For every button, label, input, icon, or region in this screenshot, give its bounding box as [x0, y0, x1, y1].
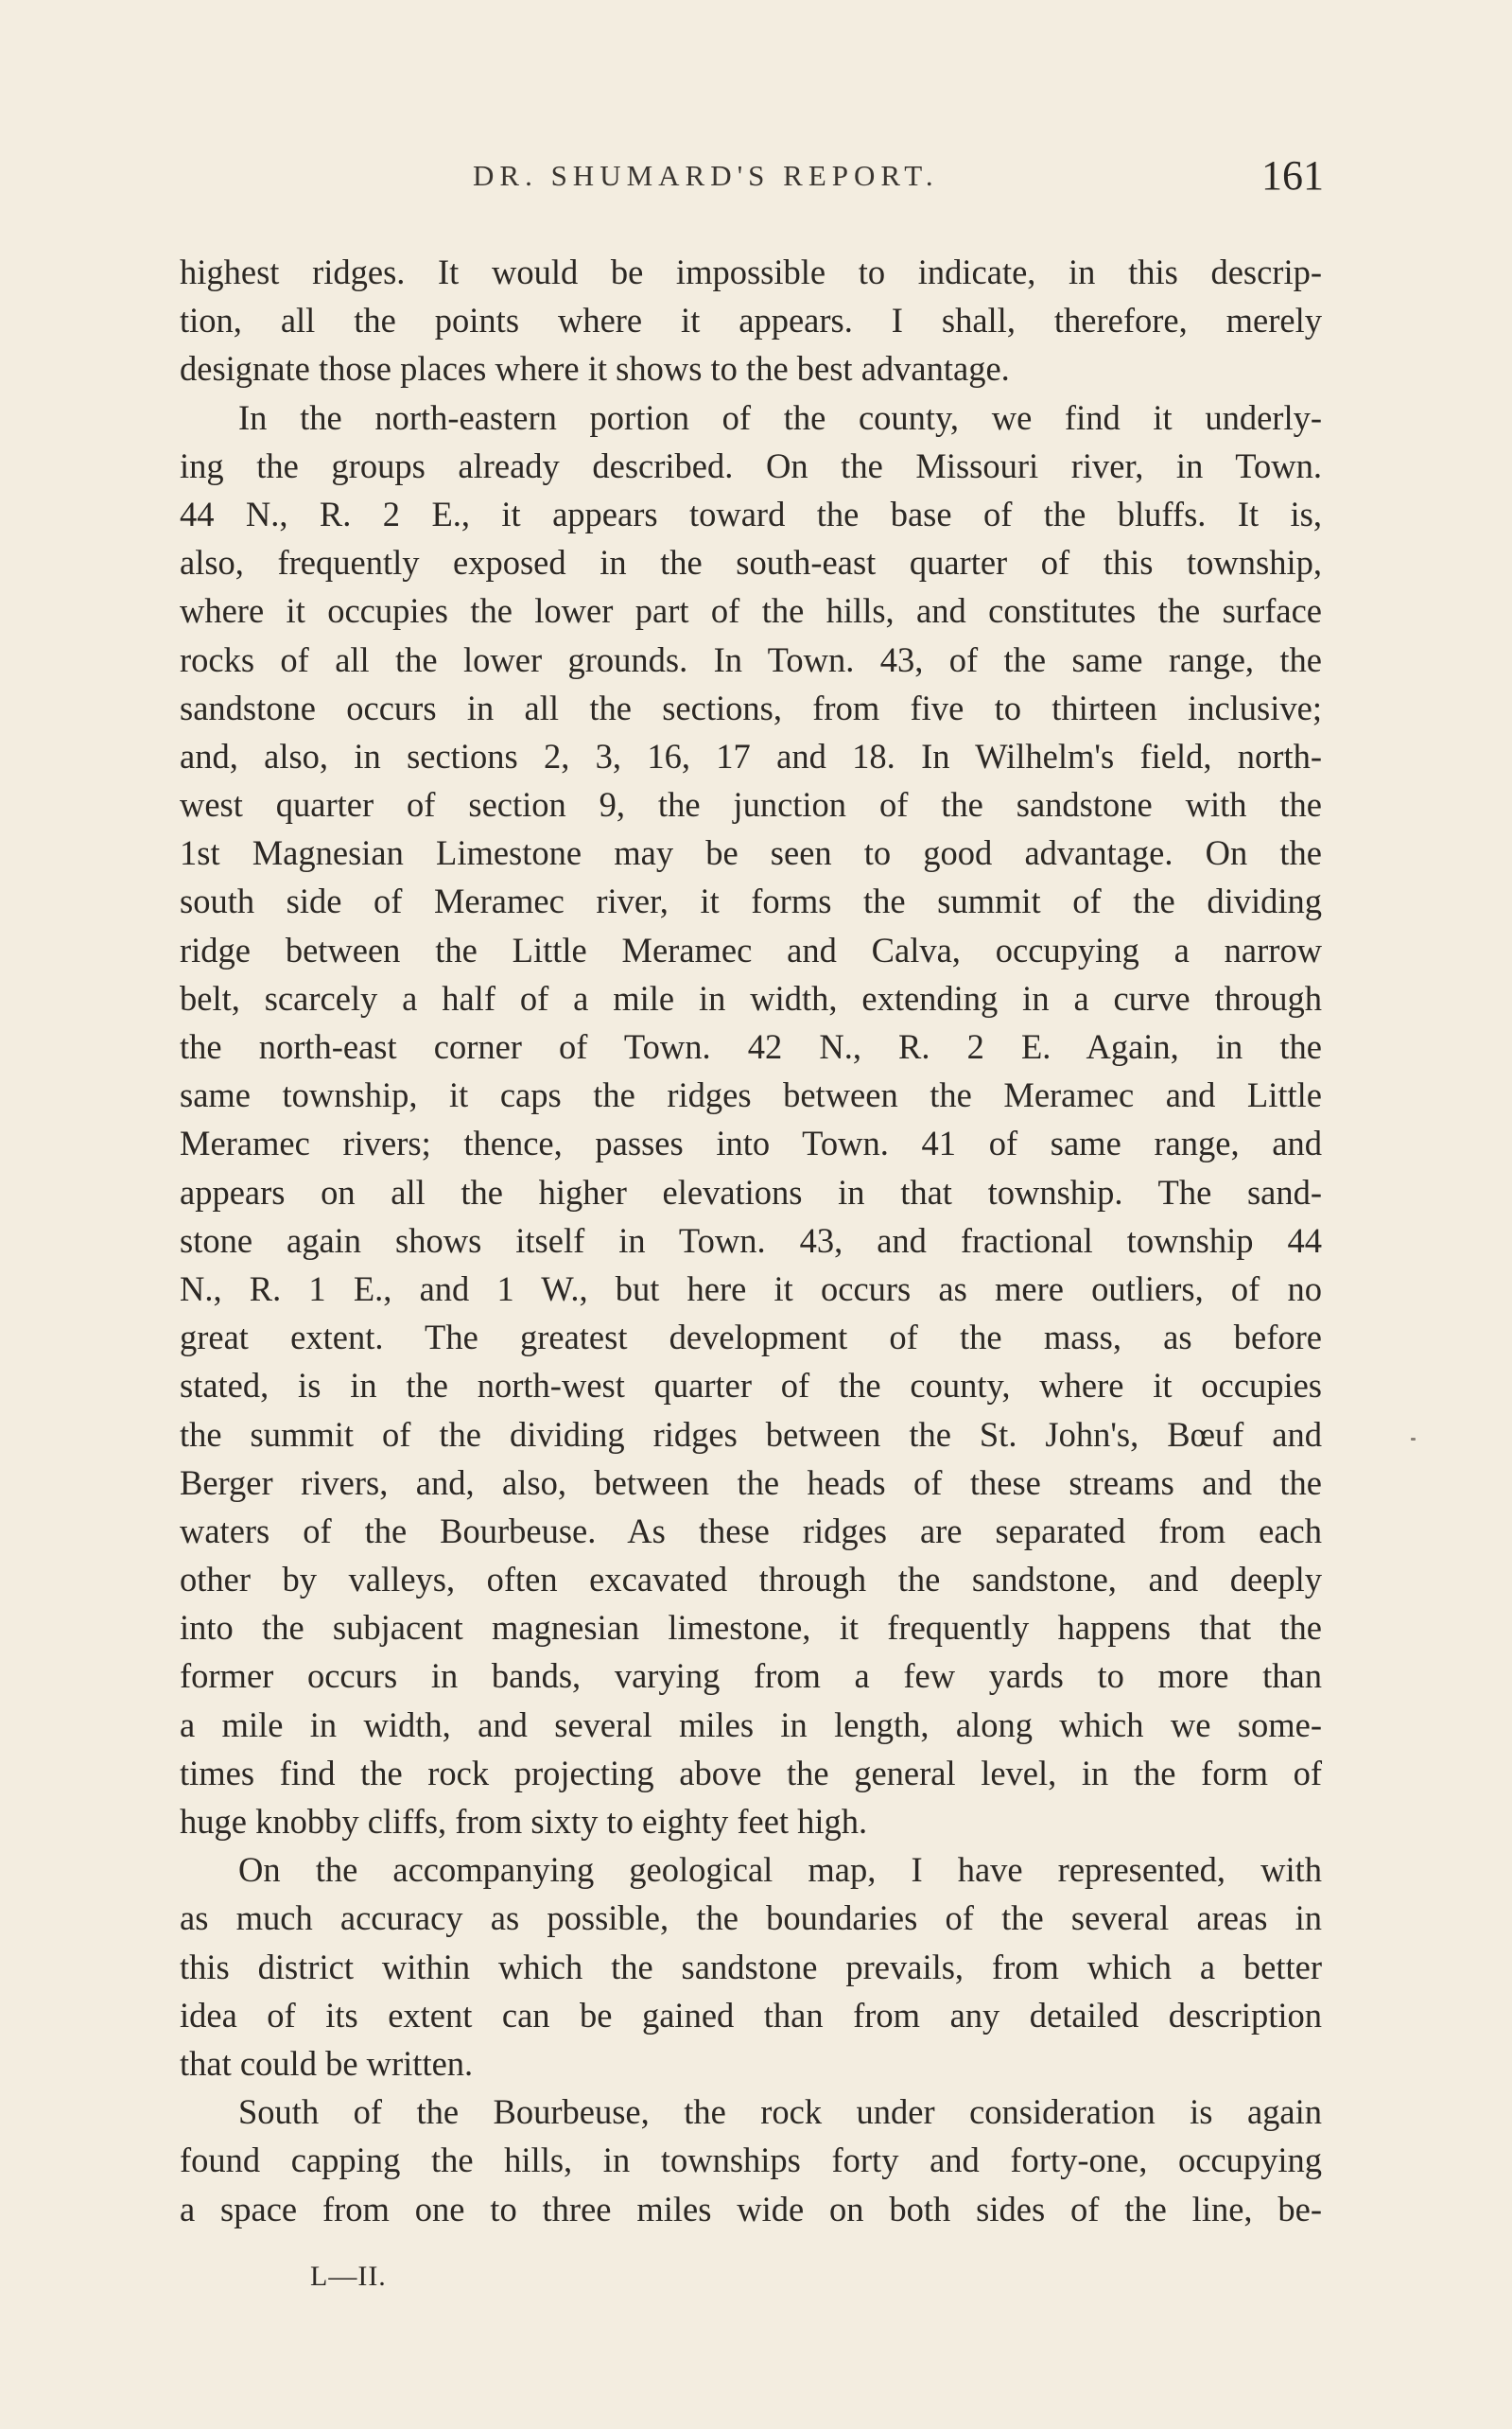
- text-line: former occurs in bands, varying from a few yards to more than: [180, 1656, 1322, 1696]
- text-line: sandstone occurs in all the sections, from five to thirteen inclusive;: [180, 688, 1322, 727]
- text-line: great extent. The greatest development of the mass, as before: [180, 1318, 1322, 1357]
- text-line: same township, it caps the ridges between the Meramec and Little: [180, 1075, 1322, 1115]
- page-number: 161: [1261, 152, 1324, 199]
- text-line: a space from one to three miles wide on both sides of the line, be-: [180, 2189, 1322, 2228]
- text-line: idea of its extent can be gained than from any detailed description: [180, 1995, 1322, 2035]
- text-line: into the subjacent magnesian limestone, it frequently happens that the: [180, 1608, 1322, 1648]
- text-line: 1st Magnesian Limestone may be seen to good advantage. On the: [180, 833, 1322, 873]
- text-line: belt, scarcely a half of a mile in width, extending in a curve through: [180, 978, 1322, 1018]
- text-line: other by valleys, often excavated through the sandstone, and deeply: [180, 1560, 1322, 1599]
- text-line: stated, is in the north-west quarter of the county, where it occupies: [180, 1366, 1322, 1406]
- text-line: that could be written.: [180, 2043, 474, 2083]
- text-line: west quarter of section 9, the junction of the sandstone with the: [180, 785, 1322, 825]
- text-line: Berger rivers, and, also, between the heads of these streams and the: [180, 1462, 1322, 1502]
- text-line: ridge between the Little Meramec and Calva, occupying a narrow: [180, 930, 1322, 970]
- text-line: On the accompanying geological map, I have represented, with: [238, 1850, 1322, 1890]
- text-line: the summit of the dividing ridges between the St. John's, Bœuf and: [180, 1414, 1322, 1454]
- text-line: rocks of all the lower grounds. In Town. 43, of the same range, the: [180, 639, 1322, 679]
- text-line: a mile in width, and several miles in length, along which we some-: [180, 1704, 1322, 1744]
- text-line: 44 N., R. 2 E., it appears toward the base of the bluffs. It is,: [180, 494, 1322, 533]
- text-line: huge knobby cliffs, from sixty to eighty feet high.: [180, 1802, 868, 1841]
- text-line: found capping the hills, in townships forty and forty-one, occupying: [180, 2141, 1322, 2180]
- text-line: appears on all the higher elevations in that township. The sand-: [180, 1172, 1322, 1212]
- running-head: [180, 151, 1324, 208]
- text-line: this district within which the sandstone prevails, from which a better: [180, 1947, 1322, 1986]
- text-line: In the north-eastern portion of the county, we find it underly-: [238, 397, 1322, 437]
- text-line: designate those places where it shows to the best advantage.: [180, 349, 1010, 389]
- text-line: also, frequently exposed in the south-east quarter of this township,: [180, 543, 1322, 583]
- body-text: [180, 248, 1322, 2233]
- text-line: Meramec rivers; thence, passes into Town. 41 of same range, and: [180, 1124, 1322, 1163]
- text-line: south side of Meramec river, it forms the summit of the dividing: [180, 882, 1322, 921]
- text-line: tion, all the points where it appears. I shall, therefore, merely: [180, 301, 1322, 341]
- signature-mark: L—II.: [310, 2261, 387, 2292]
- text-line: the north-east corner of Town. 42 N., R. 2 E. Again, in the: [180, 1027, 1322, 1066]
- text-line: and, also, in sections 2, 3, 16, 17 and 18. In Wilhelm's field, north-: [180, 736, 1322, 776]
- text-line: highest ridges. It would be impossible to indicate, in this descrip-: [180, 253, 1322, 291]
- text-line: ing the groups already described. On the Missouri river, in Town.: [180, 446, 1322, 485]
- text-line: stone again shows itself in Town. 43, and fractional township 44: [180, 1220, 1322, 1260]
- text-line: as much accuracy as possible, the boundaries of the several areas in: [180, 1898, 1322, 1938]
- text-line: waters of the Bourbeuse. As these ridges are separated from each: [180, 1511, 1322, 1550]
- margin-blemish: [1411, 1438, 1416, 1441]
- text-line: N., R. 1 E., and 1 W., but here it occurs as mere outliers, of no: [180, 1268, 1322, 1308]
- text-line: times find the rock projecting above the general level, in the form of: [180, 1753, 1322, 1792]
- text-line: where it occupies the lower part of the hills, and constitutes the surface: [180, 591, 1322, 631]
- running-title: DR. SHUMARD'S REPORT.: [473, 159, 939, 192]
- text-line: South of the Bourbeuse, the rock under consideration is again: [238, 2092, 1322, 2132]
